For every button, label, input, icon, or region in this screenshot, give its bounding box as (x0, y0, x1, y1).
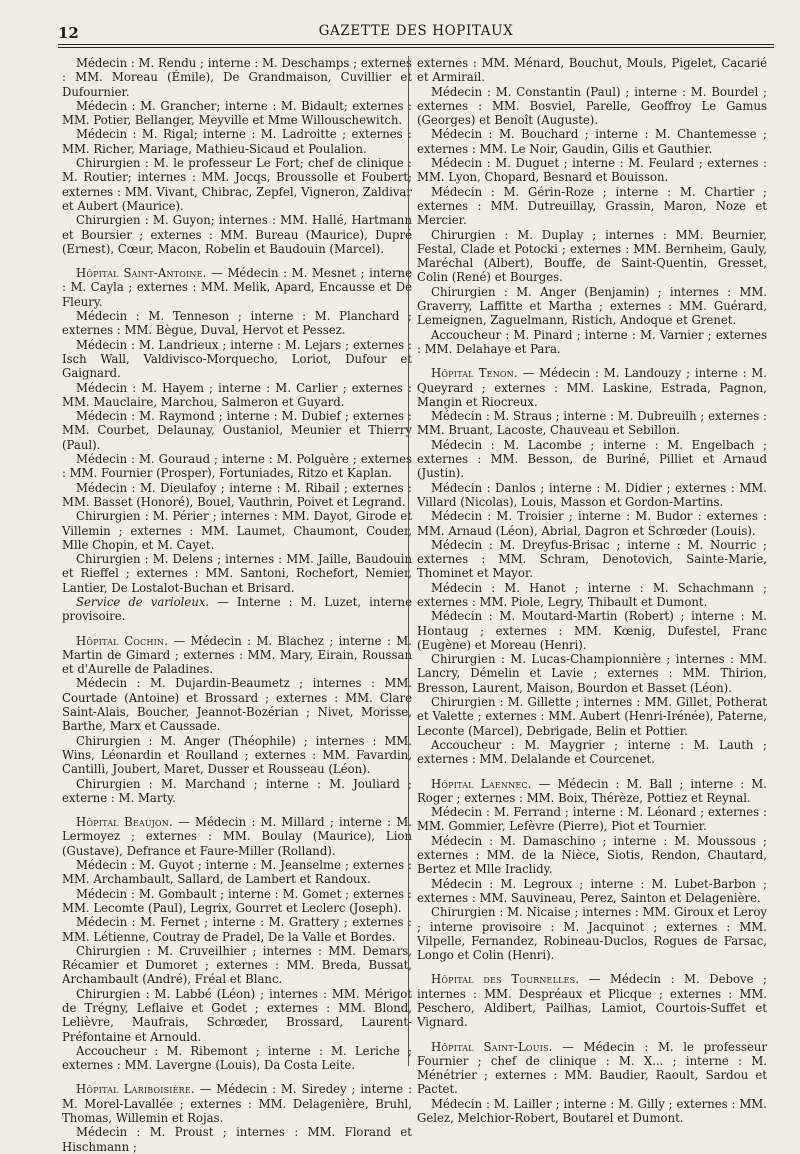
paragraph-text: Médecin : M. Tenneson ; interne : M. Planchard ; externes : MM. Bègue, Duval, Hervot et Pessez. (62, 309, 412, 338)
staff-paragraph (417, 905, 767, 962)
paragraph-text: Médecin : M. Gouraud ; interne : M. Polguère ; externes : MM. Fournier (Prosper), Fortuniades, Ritzo et Kaplan. (62, 452, 412, 481)
hospital-name: Hôpital Saint-Antoine. (76, 266, 207, 281)
paragraph-text: Médecin : M. Rendu ; interne : M. Deschamps ; externes : MM. Moreau (Émile), De Grandmaison, Cuvillier et Dufournier. (62, 56, 412, 99)
staff-paragraph (417, 228, 767, 285)
hospital-name: Hôpital Tenon. (431, 366, 518, 381)
paragraph-text: Accoucheur : M. Ribemont ; interne : M. Leriche ; externes : MM. Lavergne (Louis), Da Costa Leite. (62, 1043, 412, 1073)
staff-paragraph (62, 56, 412, 99)
paragraph-text: Chirurgien : M. Guyon; internes : MM. Hallé, Hartmann et Boursier ; externes : MM. Bureau (Maurice), Dupré (Ernest), Cœur, Macon, Robelin et Baudouin (Marcel). (62, 213, 412, 256)
paragraph-text: Médecin : M. Lacombe ; interne : M. Engelbach ; externes : MM. Besson, de Buriné, Pilliet et Arnaud (Justin). (417, 437, 767, 481)
paragraph-text: — Médecin : M. Landouzy ; interne : M. Queyrard ; externes : MM. Laskine, Estrada, Pagnon, Mangin et Riocreux. (417, 366, 767, 409)
paragraph-text: Médecin : M. Straus ; interne : M. Dubreuilh ; externes : MM. Bruant, Lacoste, Chauveau et Sebillon. (417, 409, 767, 438)
paragraph-text: Médecin : M. Legroux ; interne : M. Lubet-Barbon ; externes : MM. Sauvineau, Perez, Sainton et Delagenière. (417, 876, 767, 905)
paragraph-text: Médecin : M. Rigal; interne : M. Ladroitte ; externes : MM. Richer, Mariage, Mathieu-Sicaud et Poulalion. (62, 127, 412, 156)
header-rule (58, 44, 774, 48)
staff-paragraph (62, 734, 412, 777)
paragraph-text: — Médecin : M. Siredey ; interne : M. Morel-Lavallée ; externes : MM. Delagenière, Bruhl, Thomas, Willemin et Rojas. (62, 1082, 413, 1126)
paragraph-text: Chirurgien : M. Anger (Théophile) ; internes : MM. Wins, Léonardin et Roulland ; externes : MM. Favardin, Cantilli, Joubert, Maret, Dusser et Rousseau (Léon). (62, 733, 412, 777)
staff-paragraph (417, 85, 767, 128)
staff-paragraph (417, 185, 767, 228)
paragraph-text: — Médecin : M. Debove ; internes : MM. Despréaux et Plicque ; externes : MM. Peschero, Aldibert, Pailhas, Lamiot, Courtois-Suffet et Vignard. (417, 972, 767, 1030)
staff-paragraph (417, 609, 767, 652)
paragraph-text: — Médecin : M. le professeur Fournier ; chef de clinique : M. X... ; interne : M. Ménétrier ; externes : MM. Baudier, Raoult, Sardou et Pactet. (417, 1039, 767, 1097)
hospital-heading-paragraph (417, 777, 767, 806)
paragraph-text: Médecin : M. Guyot ; interne : M. Jeanselme ; externes : MM. Archambault, Sallard, de Lambert et Randoux. (62, 858, 412, 887)
paragraph-text: Médecin : M. Dreyfus-Brisac ; interne : M. Nourric ; externes : MM. Schram, Denotovich, Sainte-Marie, Thominet et Mayor. (417, 537, 767, 581)
paragraph-text: Médecin : M. Hanot ; interne : M. Schachmann ; externes : MM. Piole, Legry, Thibault et Dumont. (417, 580, 767, 609)
paragraph-text: Chirurgien : M. Lucas-Championnière ; internes : MM. Lancry, Démelin et Lavie ; externes : MM. Thirion, Bresson, Laurent, Maison, Bourdon et Basset (Léon). (417, 652, 767, 695)
paragraph-text: Médecin : M. Damaschino ; interne : M. Moussous ; externes : MM. de la Nièce, Siotis, Rendon, Chautard, Bertez et Mlle Iraclidy. (417, 833, 767, 877)
staff-paragraph (62, 481, 412, 510)
hospital-name: Hôpital des Tournelles. (431, 972, 580, 987)
paragraph-text: Service de varioleux. — Interne : M. Luzet, interne provisoire. (62, 594, 412, 624)
paragraph-text: Chirurgien : M. Anger (Benjamin) ; internes : MM. Graverry, Laffitte et Martha ; externes : MM. Guérard, Lemeignen, Zaguelmann, Ristich, Andoque et Grenet. (417, 284, 767, 328)
staff-paragraph (417, 509, 767, 538)
staff-paragraph (417, 805, 767, 834)
page-number: 12 (58, 24, 79, 42)
paragraph-text: Médecin : M. Lailler ; interne : M. Gilly ; externes : MM. Gelez, Melchior-Robert, Boutarel et Dumont. (417, 1096, 767, 1126)
staff-paragraph (417, 156, 767, 185)
staff-paragraph (417, 738, 767, 767)
staff-paragraph (62, 1044, 412, 1073)
staff-paragraph (417, 127, 767, 156)
staff-paragraph (62, 915, 412, 944)
staff-paragraph (62, 127, 412, 156)
paragraph-text: Médecin : M. Fernet ; interne : M. Grattery ; externes : MM. Létienne, Coutray de Pradel, De la Valle et Bordes. (62, 915, 412, 944)
staff-paragraph (417, 481, 767, 510)
staff-paragraph (417, 538, 767, 581)
staff-paragraph (62, 509, 412, 552)
paragraph-text: Accoucheur : M. Pinard ; interne : M. Varnier ; externes : MM. Delahaye et Para. (417, 327, 767, 356)
paragraph-text: Médecin : M. Gérin-Roze ; interne : M. Chartier ; externes : MM. Dutreuillay, Grassin, Maron, Noze et Mercier. (417, 184, 767, 228)
hospital-heading-paragraph (417, 366, 767, 409)
staff-paragraph (417, 581, 767, 610)
paragraph-text: Médecin : M. Constantin (Paul) ; interne : M. Bourdel ; externes : MM. Bosviel, Parelle, Geoffroy Le Gamus (Georges) et Benoît (Auguste). (417, 84, 767, 128)
paragraph-text: — Médecin : M. Mesnet ; interne : M. Cayla ; externes : MM. Melik, Apard, Encausse et De Fleury. (62, 266, 412, 309)
page-header (58, 14, 774, 44)
paragraph-text: Chirurgien : M. Delens ; internes : MM. Jaille, Baudouin et Rieffel ; externes : MM. Santoni, Rochefort, Nemier, Lantier, De Lostalot-Buchan et Brisard. (62, 552, 412, 595)
hospital-heading-paragraph (62, 1082, 412, 1125)
hospital-name: Hôpital Saint-Louis. (431, 1039, 553, 1054)
paragraph-text: — Médecin : M. Millard ; interne : M. Lermoyez ; externes : MM. Boulay (Maurice), Lion (Gustave), Defrance et Faure-Miller (Rolland). (62, 815, 412, 858)
staff-paragraph (417, 409, 767, 438)
paragraph-text: — Médecin : M. Ball ; interne : M. Roger ; externes : MM. Boix, Thérèze, Pottiez et Reynal. (417, 776, 767, 805)
hospital-heading-paragraph (417, 972, 767, 1029)
hospital-name: Hôpital Beaujon. (76, 815, 173, 830)
paragraph-text: Médecin : Danlos ; interne : M. Didier ; externes : MM. Villard (Nicolas), Louis, Masson et Gordon-Martins. (417, 480, 767, 509)
hospital-name: Hôpital Lariboisière. (76, 1082, 195, 1097)
staff-paragraph (62, 309, 412, 338)
staff-paragraph (62, 1125, 412, 1154)
staff-paragraph (62, 452, 412, 481)
column-divider (408, 56, 409, 1066)
paragraph-text: — Médecin : M. Blachez ; interne : M. Martin de Gimard ; externes : MM. Mary, Eirain, Roussan et d'Aurelle de Paladines. (62, 633, 412, 677)
paragraph-text: Médecin : M. Gombault ; interne : M. Gomet ; externes : MM. Lecomte (Paul), Legrix, Gourret et Leclerc (Joseph). (62, 886, 412, 915)
staff-paragraph (417, 328, 767, 357)
paragraph-text: Médecin : M. Troisier ; interne : M. Budor : externes : MM. Arnaud (Léon), Abrial, Dagron et Schrœder (Louis). (417, 509, 767, 538)
paragraph-text: Accoucheur : M. Maygrier ; interne : M. Lauth ; externes : MM. Delalande et Courcenet. (417, 737, 767, 767)
hospital-name: Hôpital Cochin. (76, 633, 169, 648)
paragraph-text: Chirurgien : M. Duplay ; internes : MM. Beurnier, Festal, Clade et Potocki ; externes : MM. Bernheim, Gauly, Maréchal (Albert), Bouffe, de Saint-Quentin, Gresset, Colin (René) et Bourges. (417, 227, 767, 285)
paragraph-text: Médecin : M. Proust ; internes : MM. Florand et Hischmann ; (62, 1125, 412, 1154)
paragraph-text: Médecin : M. Ferrand ; interne : M. Léonard ; externes : MM. Gommier, Lefèvre (Pierre), Piot et Tournier. (417, 805, 767, 834)
staff-paragraph (417, 652, 767, 695)
staff-paragraph (417, 695, 767, 738)
paragraph-text: Chirurgien : M. Marchand ; interne : M. Jouliard ; externe : M. Marty. (62, 776, 412, 805)
paragraph-text: Chirurgien : M. Nicaise ; internes : MM. Giroux et Leroy ; interne provisoire : M. Jacquinot ; externes : MM. Vilpelle, Fernandez, Robineau-Duclos, Rogues de Farsac, Longo et Colin (Henri). (417, 905, 767, 963)
paragraph-text: Chirurgien : M. Labbé (Léon) ; internes : MM. Mérigot de Trégny, Leflaive et Godet ; externes : MM. Blond, Lelièvre, Maufrais, Schrœder, Brossard, Laurent-Préfontaine et Arnould. (62, 986, 412, 1044)
hospital-heading-paragraph (62, 815, 412, 858)
paragraph-text: Chirurgien : M. Gillette ; internes : MM. Gillet, Potherat et Valette ; externes : MM. Aubert (Henri-Irénée), Paterne, Leconte (Marcel), Debrigade, Belin et Pottier. (417, 695, 767, 738)
staff-paragraph (62, 552, 412, 595)
paragraph-text: Chirurgien : M. le professeur Le Fort; chef de clinique : M. Routier; internes : MM. Jocqs, Broussolle et Foubert; externes : MM. Vivant, Chibrac, Zepfel, Vigneron, Zaldivar et Aubert (Maurice). (62, 156, 412, 213)
paragraph-text: Médecin : M. Raymond ; interne : M. Dubief ; externes : MM. Courbet, Delaunay, Oustaniol, Meunier et Thierry (Paul). (62, 409, 412, 452)
hospital-heading-paragraph (62, 634, 412, 677)
staff-paragraph (62, 213, 412, 256)
staff-paragraph (62, 858, 412, 887)
staff-paragraph (62, 777, 412, 806)
staff-paragraph (62, 676, 412, 733)
staff-paragraph (417, 877, 767, 906)
hospital-heading-paragraph (417, 1040, 767, 1097)
paragraph-text: Médecin : M. Dujardin-Beaumetz ; internes : MM. Courtade (Antoine) et Brossard ; externes : MM. Clare Saint-Alais, Boucher, Jeannot-Bozérian ; Nivet, Morisse, Barthe, Marx et Caussade. (62, 676, 412, 734)
staff-paragraph (62, 595, 412, 624)
hospital-heading-paragraph (62, 266, 412, 309)
paragraph-text: Médecin : M. Duguet ; interne : M. Feulard ; externes : MM. Lyon, Chopard, Besnard et Bouisson. (417, 156, 767, 185)
paragraph-text: Chirurgien : M. Périer ; internes : MM. Dayot, Girode et Villemin ; externes : MM. Laumet, Chaumont, Couder, Mlle Chopin, et M. Cayet. (62, 509, 412, 552)
staff-paragraph (417, 285, 767, 328)
left-column (62, 56, 412, 1154)
right-column (417, 56, 767, 1125)
staff-paragraph (62, 156, 412, 213)
staff-paragraph (62, 409, 412, 452)
paragraph-text: Médecin : M. Landrieux ; interne : M. Lejars ; externes : Isch Wall, Valdivisco-Morquecho, Loriot, Dufour et Gaignard. (62, 337, 412, 381)
paragraph-text: Médecin : M. Bouchard ; interne : M. Chantemesse ; externes : MM. Le Noir, Gaudin, Gilis et Gauthier. (417, 127, 767, 156)
staff-paragraph (417, 834, 767, 877)
staff-paragraph (62, 987, 412, 1044)
running-title: GAZETTE DES HOPITAUX (318, 23, 514, 39)
staff-paragraph (62, 338, 412, 381)
paragraph-text: Médecin : M. Moutard-Martin (Robert) ; interne : M. Hontaug ; externes : MM. Kœnig, Dufestel, Franc (Eugène) et Moreau (Henri). (417, 609, 767, 652)
paragraph-text: Médecin : M. Grancher; interne : M. Bidault; externes : MM. Potier, Bellanger, Meyville et Mme Willouschewitch. (62, 98, 412, 128)
hospital-name: Hôpital Laennec. (431, 776, 532, 791)
staff-paragraph (62, 887, 412, 916)
staff-paragraph (62, 944, 412, 987)
staff-paragraph (62, 99, 412, 128)
staff-paragraph (417, 56, 767, 85)
paragraph-text: externes : MM. Ménard, Bouchut, Mouls, Pigelet, Cacarié et Armirail. (417, 56, 767, 85)
paragraph-text: Médecin : M. Hayem ; interne : M. Carlier ; externes : MM. Mauclaire, Marchou, Salmeron et Guyard. (62, 380, 412, 409)
paragraph-text: Médecin : M. Dieulafoy ; interne : M. Ribail ; externes : MM. Basset (Honoré), Bouel, Vauthrin, Poivet et Legrand. (62, 480, 412, 509)
staff-paragraph (417, 1097, 767, 1126)
paragraph-text: Chirurgien : M. Cruveilhier ; internes : MM. Demars, Récamier et Dumoret ; externes : MM. Breda, Bussat, Archambault (André), Fréal et Blanc. (62, 943, 412, 987)
staff-paragraph (417, 438, 767, 481)
staff-paragraph (62, 381, 412, 410)
